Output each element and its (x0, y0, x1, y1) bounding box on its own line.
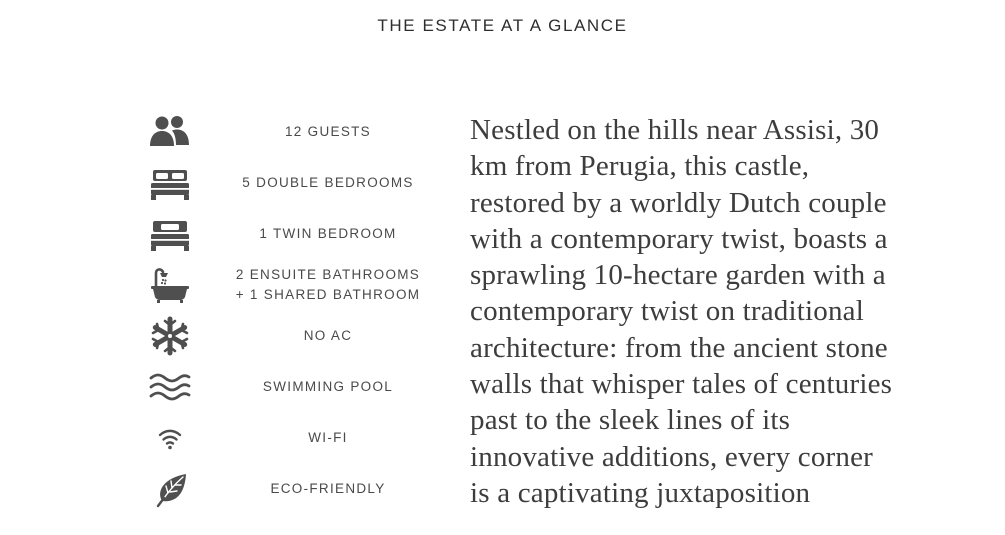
wifi-icon (148, 418, 192, 458)
feature-swimming-pool (140, 362, 430, 412)
section-title: THE ESTATE AT A GLANCE (377, 16, 628, 35)
feature-label-text: ECO-FRIENDLY (270, 481, 386, 496)
description-line: is a captivating juxtaposition (470, 476, 811, 509)
description-line: innovative additions, every corner (470, 440, 874, 473)
feature-label (228, 209, 428, 259)
feature-label (228, 158, 428, 208)
bathtub-icon (148, 265, 192, 305)
description-line: restored by a worldly Dutch couple (470, 186, 887, 219)
feature-label-text: WI-FI (308, 430, 348, 445)
feature-label (228, 311, 428, 361)
waves-icon (148, 367, 192, 407)
feature-label (228, 260, 428, 310)
feature-label-text: 2 ENSUITE BATHROOMS (235, 267, 421, 282)
estate-description (470, 112, 960, 511)
description-line: architecture: from the ancient stone (470, 331, 888, 364)
feature-eco-friendly (140, 464, 430, 514)
guests-icon (148, 112, 192, 152)
feature-label-text: 1 TWIN BEDROOM (259, 226, 397, 241)
feature-wifi (140, 413, 430, 463)
description-line: contemporary twist on traditional (470, 295, 864, 328)
feature-double-bedrooms (140, 158, 430, 208)
feature-label (228, 413, 428, 463)
feature-label-text: NO AC (303, 328, 353, 343)
feature-bathrooms (140, 260, 430, 310)
description-line: km from Perugia, this castle, (470, 150, 810, 183)
leaf-icon (148, 469, 192, 509)
feature-label-text: SWIMMING POOL (262, 379, 394, 394)
snowflake-icon (148, 316, 192, 356)
feature-label-text: 5 DOUBLE BEDROOMS (242, 175, 414, 190)
description-line: Nestled on the hills near Assisi, 30 (470, 114, 880, 146)
feature-label (228, 107, 428, 157)
twin-bed-icon (148, 214, 192, 254)
feature-label (228, 362, 428, 412)
description-line: with a contemporary twist, boasts a (470, 222, 888, 255)
feature-no-ac (140, 311, 430, 361)
description-line: walls that whisper tales of centuries (470, 368, 893, 401)
description-line: past to the sleek lines of its (470, 404, 791, 437)
feature-guests (140, 107, 430, 157)
feature-twin-bedroom (140, 209, 430, 259)
feature-label (228, 464, 428, 514)
double-bed-icon (148, 163, 192, 203)
feature-label-text: 12 GUESTS (285, 124, 371, 139)
description-line: sprawling 10-hectare garden with a (470, 259, 886, 292)
feature-label-text-line2: + 1 SHARED BATHROOM (235, 287, 421, 302)
